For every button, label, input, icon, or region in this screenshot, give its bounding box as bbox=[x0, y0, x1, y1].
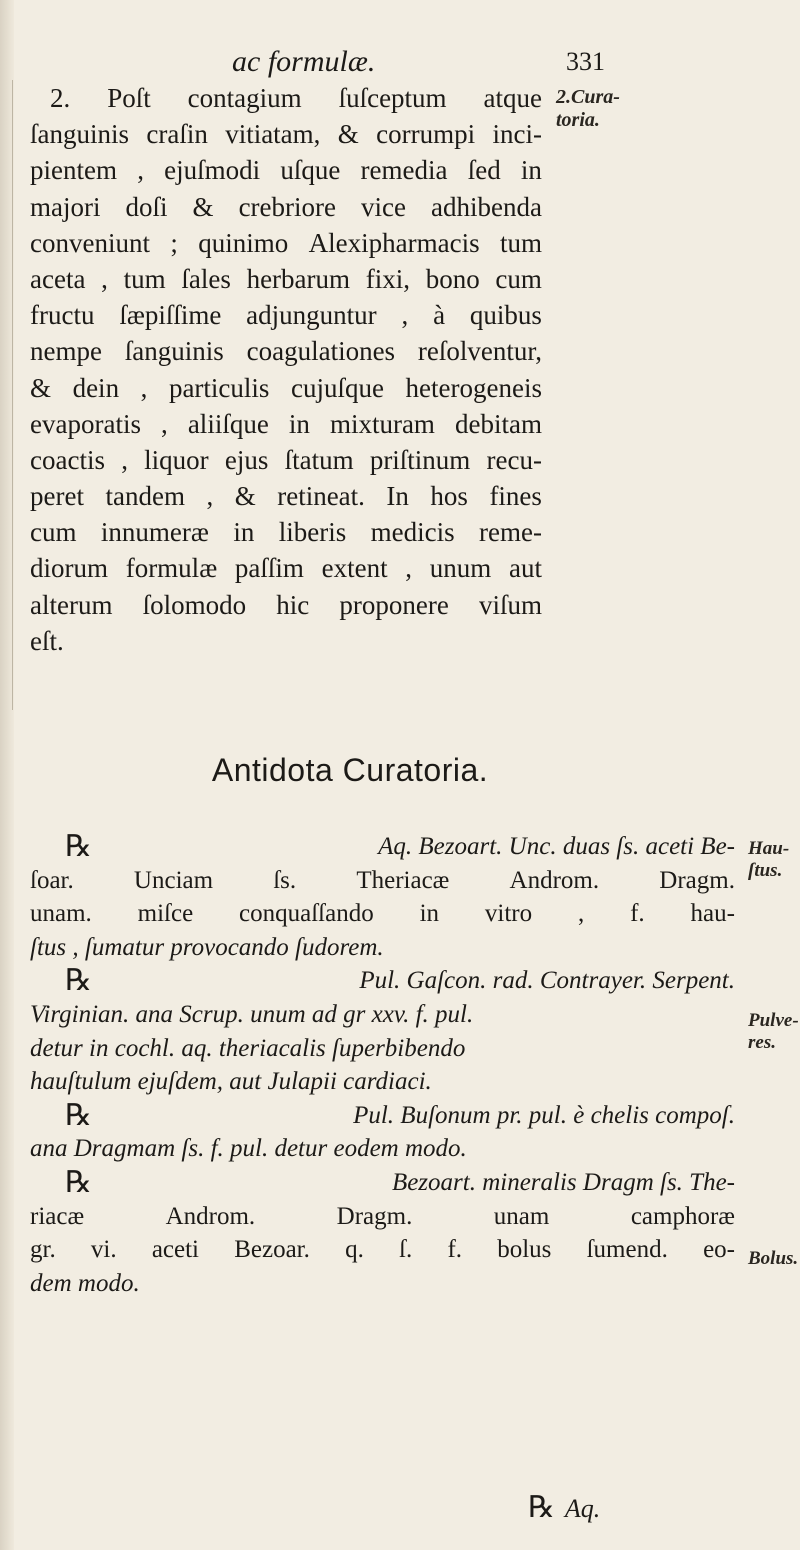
page-header bbox=[0, 42, 800, 82]
text-line bbox=[30, 514, 542, 550]
word: f. bbox=[447, 1236, 463, 1264]
margin-note-line: 2.Cura- bbox=[556, 86, 620, 108]
word: aceti bbox=[151, 1236, 199, 1264]
word: & bbox=[30, 372, 52, 403]
running-head: ac formulæ. bbox=[232, 45, 376, 78]
margin-note-haustus bbox=[748, 838, 789, 882]
word: remedia bbox=[360, 155, 448, 186]
recipe-line bbox=[30, 864, 735, 898]
word: Theriacæ bbox=[356, 866, 450, 894]
word: ſumend. bbox=[586, 1236, 668, 1264]
word: craſin bbox=[146, 119, 208, 150]
recipe-symbol-icon: ℞ bbox=[528, 1491, 555, 1524]
word: quibus bbox=[469, 300, 542, 331]
word: coactis bbox=[30, 444, 105, 475]
word: nempe bbox=[30, 336, 102, 367]
word: pientem bbox=[30, 155, 117, 186]
word: cujuſque bbox=[291, 372, 384, 403]
word: ſales bbox=[181, 263, 231, 294]
recipe-line bbox=[30, 1065, 735, 1099]
word: herbarum bbox=[246, 263, 351, 294]
word: evaporatis bbox=[30, 408, 141, 439]
word: quinimo bbox=[198, 227, 289, 258]
recipe-line bbox=[30, 897, 735, 931]
text-line bbox=[30, 442, 542, 478]
word: cum bbox=[495, 263, 542, 294]
margin-rule bbox=[12, 80, 13, 710]
catchword bbox=[528, 1490, 600, 1525]
word: inci- bbox=[492, 119, 542, 150]
word: Alexipharmacis bbox=[308, 227, 480, 258]
recipe-line-text: detur in cochl. aq. theriacalis ſuperbibendo bbox=[30, 1034, 466, 1062]
word: heterogeneis bbox=[405, 372, 542, 403]
word: Poſt bbox=[107, 83, 151, 113]
recipe-line bbox=[30, 1166, 735, 1200]
word: eo- bbox=[703, 1236, 735, 1264]
word: alterum bbox=[30, 589, 113, 620]
word: reme- bbox=[479, 517, 542, 548]
recipe-symbol-icon: ℞ bbox=[65, 964, 92, 998]
word: Dragm. bbox=[336, 1202, 413, 1230]
recipe-line bbox=[30, 1200, 735, 1234]
word: unam bbox=[493, 1202, 550, 1230]
word: Androm. bbox=[509, 866, 600, 894]
word: Bezoar. bbox=[234, 1236, 310, 1264]
word: extent bbox=[321, 553, 388, 584]
word: , bbox=[206, 481, 214, 512]
word: mixturam bbox=[329, 408, 435, 439]
recipe-line-text: Bezoart. mineralis Dragm ſs. The- bbox=[391, 1168, 735, 1196]
recipe-line bbox=[30, 931, 735, 965]
word: recu- bbox=[486, 444, 542, 475]
word: proponere bbox=[339, 589, 449, 620]
text-line bbox=[30, 189, 542, 225]
margin-note-line: Bolus. bbox=[748, 1248, 799, 1269]
text-line bbox=[30, 370, 542, 406]
recipe-line-text: ana Dragmam ſs. f. pul. detur eodem modo. bbox=[30, 1135, 467, 1163]
word: fines bbox=[489, 481, 542, 512]
word: hau- bbox=[690, 900, 735, 928]
margin-note-line: res. bbox=[748, 1032, 776, 1053]
recipe-4 bbox=[30, 1166, 735, 1300]
word: bono bbox=[425, 263, 480, 294]
word: in bbox=[288, 408, 310, 439]
recipe-line-text: Aq. Bezoart. Unc. duas ſs. aceti Be- bbox=[378, 833, 735, 860]
word: tum bbox=[123, 263, 166, 294]
recipe-line bbox=[30, 998, 735, 1032]
word: à bbox=[433, 300, 446, 331]
word: retineat. bbox=[277, 481, 365, 512]
word: vitiatam, bbox=[225, 119, 321, 150]
recipe-line bbox=[30, 1032, 735, 1066]
word: uſque bbox=[280, 155, 341, 186]
word: particulis bbox=[168, 372, 270, 403]
word: hos bbox=[430, 481, 468, 512]
word: liberis bbox=[278, 517, 347, 548]
text-line bbox=[30, 261, 542, 297]
word: innumeræ bbox=[100, 517, 209, 548]
word: ejuſmodi bbox=[164, 155, 261, 186]
word: dein bbox=[72, 372, 120, 403]
word: camphoræ bbox=[630, 1202, 735, 1230]
margin-note-line: ſtus. bbox=[748, 860, 783, 881]
recipe-line-text: Virginian. ana Scrup. unum ad gr xxv. f. pul. bbox=[30, 1000, 474, 1028]
text-line bbox=[30, 478, 542, 514]
word: q. bbox=[345, 1236, 364, 1264]
recipe-symbol-icon: ℞ bbox=[65, 830, 92, 863]
word: diorum bbox=[30, 553, 108, 584]
word: crebriore bbox=[238, 191, 336, 222]
word: in bbox=[419, 900, 440, 928]
word: , bbox=[101, 263, 108, 294]
word: contagium bbox=[187, 83, 302, 113]
word: majori bbox=[30, 191, 101, 222]
word: & bbox=[192, 191, 214, 222]
word: tum bbox=[499, 227, 542, 258]
word: atque bbox=[483, 83, 542, 113]
text-line bbox=[30, 152, 542, 188]
word: ſolomodo bbox=[142, 589, 247, 620]
page-number: 331 bbox=[566, 47, 605, 76]
text-line bbox=[30, 550, 542, 586]
recipe-list bbox=[30, 830, 735, 1300]
word: ejus bbox=[224, 444, 269, 475]
word: In bbox=[386, 481, 409, 512]
word: cum bbox=[30, 517, 77, 548]
word: ; bbox=[170, 227, 178, 258]
word: liquor bbox=[144, 444, 209, 475]
text-line: eſt. bbox=[30, 625, 64, 656]
word: ſtatum bbox=[284, 444, 354, 475]
word: ſoar. bbox=[30, 866, 74, 894]
word: ſæpiſſime bbox=[119, 300, 222, 331]
word: priſtinum bbox=[369, 444, 471, 475]
text-line bbox=[30, 587, 542, 623]
text-line bbox=[30, 225, 542, 261]
word: ſanguinis bbox=[30, 119, 129, 150]
word: ſed bbox=[467, 155, 501, 186]
margin-note-bolus bbox=[748, 1248, 798, 1270]
recipe-line bbox=[30, 964, 735, 998]
word: aut bbox=[508, 553, 542, 584]
word: f. bbox=[630, 900, 645, 928]
word: fixi, bbox=[365, 263, 410, 294]
recipe-line-text: dem modo. bbox=[30, 1269, 140, 1297]
word: vi. bbox=[90, 1236, 117, 1264]
margin-note-pulveres bbox=[748, 1010, 799, 1054]
section-title: Antidota Curatoria. bbox=[211, 752, 489, 788]
word: miſce bbox=[137, 900, 194, 928]
word: medicis bbox=[370, 517, 455, 548]
recipe-1 bbox=[30, 830, 735, 964]
word: , bbox=[137, 155, 144, 186]
word: ſ. bbox=[399, 1236, 413, 1264]
word: adhibenda bbox=[431, 191, 542, 222]
word: Androm. bbox=[165, 1202, 256, 1230]
text-line bbox=[30, 80, 542, 116]
word: in bbox=[233, 517, 255, 548]
paragraph-2 bbox=[30, 80, 542, 659]
word: formulæ bbox=[125, 553, 218, 584]
recipe-line-text: Pul. Buſonum pr. pul. è chelis compoſ. bbox=[353, 1101, 735, 1129]
margin-note-line: Pulve- bbox=[748, 1010, 799, 1031]
word: peret bbox=[30, 481, 84, 512]
word: , bbox=[577, 900, 585, 928]
text-line bbox=[30, 406, 542, 442]
recipe-symbol-icon: ℞ bbox=[65, 1165, 92, 1199]
word: , bbox=[401, 300, 409, 331]
word: tandem bbox=[105, 481, 185, 512]
recipe-symbol-icon: ℞ bbox=[65, 1098, 92, 1132]
word: & bbox=[234, 481, 256, 512]
word: aliiſque bbox=[187, 408, 269, 439]
word: hic bbox=[276, 589, 310, 620]
word: debitam bbox=[455, 408, 542, 439]
recipe-line-text: hauſtulum ejuſdem, aut Julapii cardiaci. bbox=[30, 1068, 432, 1096]
recipe-2 bbox=[30, 964, 735, 1098]
word: bolus bbox=[497, 1236, 552, 1264]
word: conquaſſando bbox=[239, 900, 374, 928]
word: unam. bbox=[30, 900, 92, 928]
recipe-line bbox=[30, 1233, 735, 1267]
recipe-line bbox=[30, 1099, 735, 1133]
recipe-line bbox=[30, 1267, 735, 1301]
word: conveniunt bbox=[30, 227, 150, 258]
word: ſuſceptum bbox=[338, 83, 447, 113]
text-line bbox=[30, 333, 542, 369]
word: ſanguinis bbox=[124, 336, 224, 367]
word: vitro bbox=[484, 900, 533, 928]
word: Unciam bbox=[133, 866, 214, 894]
word: , bbox=[405, 553, 413, 584]
word: viſum bbox=[478, 589, 542, 620]
word: riacæ bbox=[30, 1202, 85, 1230]
word: in bbox=[520, 155, 542, 186]
recipe-line-text: ſtus , ſumatur provocando ſudorem. bbox=[30, 933, 384, 961]
recipe-3 bbox=[30, 1099, 735, 1166]
word: coagulationes bbox=[246, 336, 396, 367]
word: doſi bbox=[125, 191, 168, 222]
word: corrumpi bbox=[376, 119, 476, 150]
margin-note-curatoria bbox=[556, 86, 620, 132]
word: gr. bbox=[30, 1236, 56, 1264]
catchword-text: Aq. bbox=[564, 1494, 601, 1523]
word: adjunguntur bbox=[246, 300, 377, 331]
word: unum bbox=[429, 553, 492, 584]
word: reſolventur, bbox=[417, 336, 542, 367]
word: ſs. bbox=[273, 866, 297, 894]
text-line bbox=[30, 297, 542, 333]
word: aceta bbox=[30, 263, 86, 294]
word: , bbox=[121, 444, 128, 475]
margin-note-line: Hau- bbox=[748, 838, 790, 859]
word: Dragm. bbox=[659, 866, 735, 894]
recipe-line bbox=[30, 1132, 735, 1166]
text-line bbox=[30, 116, 542, 152]
word: fructu bbox=[30, 300, 95, 331]
recipe-line bbox=[30, 830, 735, 864]
word: 2. bbox=[50, 83, 71, 113]
word: & bbox=[337, 119, 359, 150]
word: paſſim bbox=[234, 553, 304, 584]
recipe-line-text: Pul. Gaſcon. rad. Contrayer. Serpent. bbox=[359, 967, 735, 995]
margin-note-line: toria. bbox=[556, 109, 600, 131]
word: , bbox=[140, 372, 148, 403]
word: vice bbox=[361, 191, 406, 222]
word: , bbox=[161, 408, 168, 439]
